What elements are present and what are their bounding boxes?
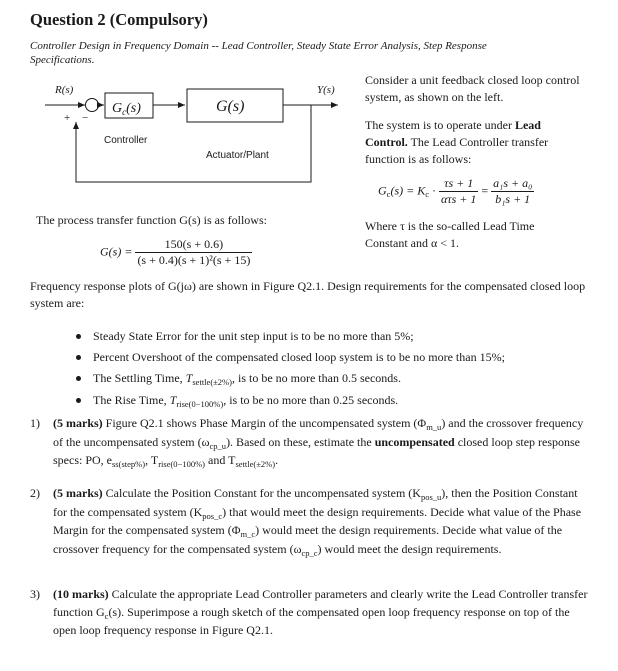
list-item: Steady State Error for the unit step input is to be no more than 5%; xyxy=(70,328,590,346)
question-number: 2) xyxy=(30,486,40,500)
process-formula: G(s) = $\frac{150(s + 0.6)}{\text{(s + 0.4)(s + 1)²(s + 15)}}$ xyxy=(100,237,251,267)
frequency-paragraph: Frequency response plots of G(jω) are shown in Figure Q2.1. Design requirements for the compensated closed loop system are: xyxy=(30,279,586,310)
question-number: 3) xyxy=(30,587,40,601)
plant-block-label: G(s) xyxy=(216,98,245,115)
controller-block-label: $G_c(s)$ xyxy=(112,101,141,117)
requirements-list xyxy=(70,328,590,414)
list-item: The Settling Time, $T_{settle(\pm 2\%)}$, is to be no more than 0.5 seconds. xyxy=(70,370,590,389)
controller-caption: Controller xyxy=(104,135,148,146)
list-item: Percent Overshoot of the compensated closed loop system is to be no more than 15%; xyxy=(70,349,590,367)
lead-controller-formula: $G_c(s) = K_c$ · $\frac{\tau s + 1}{\text{ατs + 1}}$ = $\frac{\text{a₁s + a₀}}{\text{b₁s + 1}}$ xyxy=(378,176,533,206)
intro-system: Consider a unit feedback closed loop control system, as shown on the left. xyxy=(365,73,580,104)
summing-junction xyxy=(86,99,99,112)
plant-caption: Actuator/Plant xyxy=(206,150,269,161)
output-label: Y(s) xyxy=(317,84,335,96)
block-diagram xyxy=(30,78,350,198)
input-label: R(s) xyxy=(55,84,74,96)
minus-sign: − xyxy=(82,112,89,124)
intro-where: Where τ is the so-called Lead Time Constant and α < 1. xyxy=(365,219,535,250)
list-item: The Rise Time, $T_{rise(0-100\%)}$, is to be no more than 0.25 seconds. xyxy=(70,392,590,411)
question-1: 1) (5 marks) Figure Q2.1 shows Phase Margin of the uncompensated system $(\Phi_{m\_u})$ and the crossover frequency of the uncompensated system $(\omega_{cp\_u})$. Based on these, estimate the uncompensated closed loop step response specs: PO, $e_{ss(step\%)}$, $T_{rise(0-100\%)}$ and $T_{settle(\pm 2\%)}$. xyxy=(30,416,584,469)
question-subtitle: Controller Design in Frequency Domain -- Lead Controller, Steady State Error Analysis, Step Response Specifications. xyxy=(30,40,487,66)
plus-sign: + xyxy=(64,112,71,124)
question-2: 2) (5 marks) Calculate the Position Constant for the uncompensated system $(K_{pos\_u})$, then the Position Constant for the compensated system $(K_{pos\_c})$ that would meet the design requirements. Decide what value of the Phase Margin for the compensated system $(\Phi_{m\_c})$ would meet the design requirements. Decide what value of the crossover frequency for the compensated system $(\omega_{cp\_c})$ would meet the design requirements. xyxy=(30,486,582,558)
question-3: 3) (10 marks) Calculate the appropriate Lead Controller parameters and clearly write the Lead Controller transfer function $G_c(s)$. Superimpose a rough sketch of the compensated open loop frequency response on top of the open loop frequency response in Figure Q2.1. xyxy=(30,587,588,637)
intro-lead: The system is to operate under Lead Control. The Lead Controller transfer function is as follows: xyxy=(365,118,549,166)
question-title: Question 2 (Compulsory) xyxy=(30,10,208,29)
question-number: 1) xyxy=(30,416,40,430)
process-label: The process transfer function G(s) is as follows: xyxy=(36,213,267,227)
